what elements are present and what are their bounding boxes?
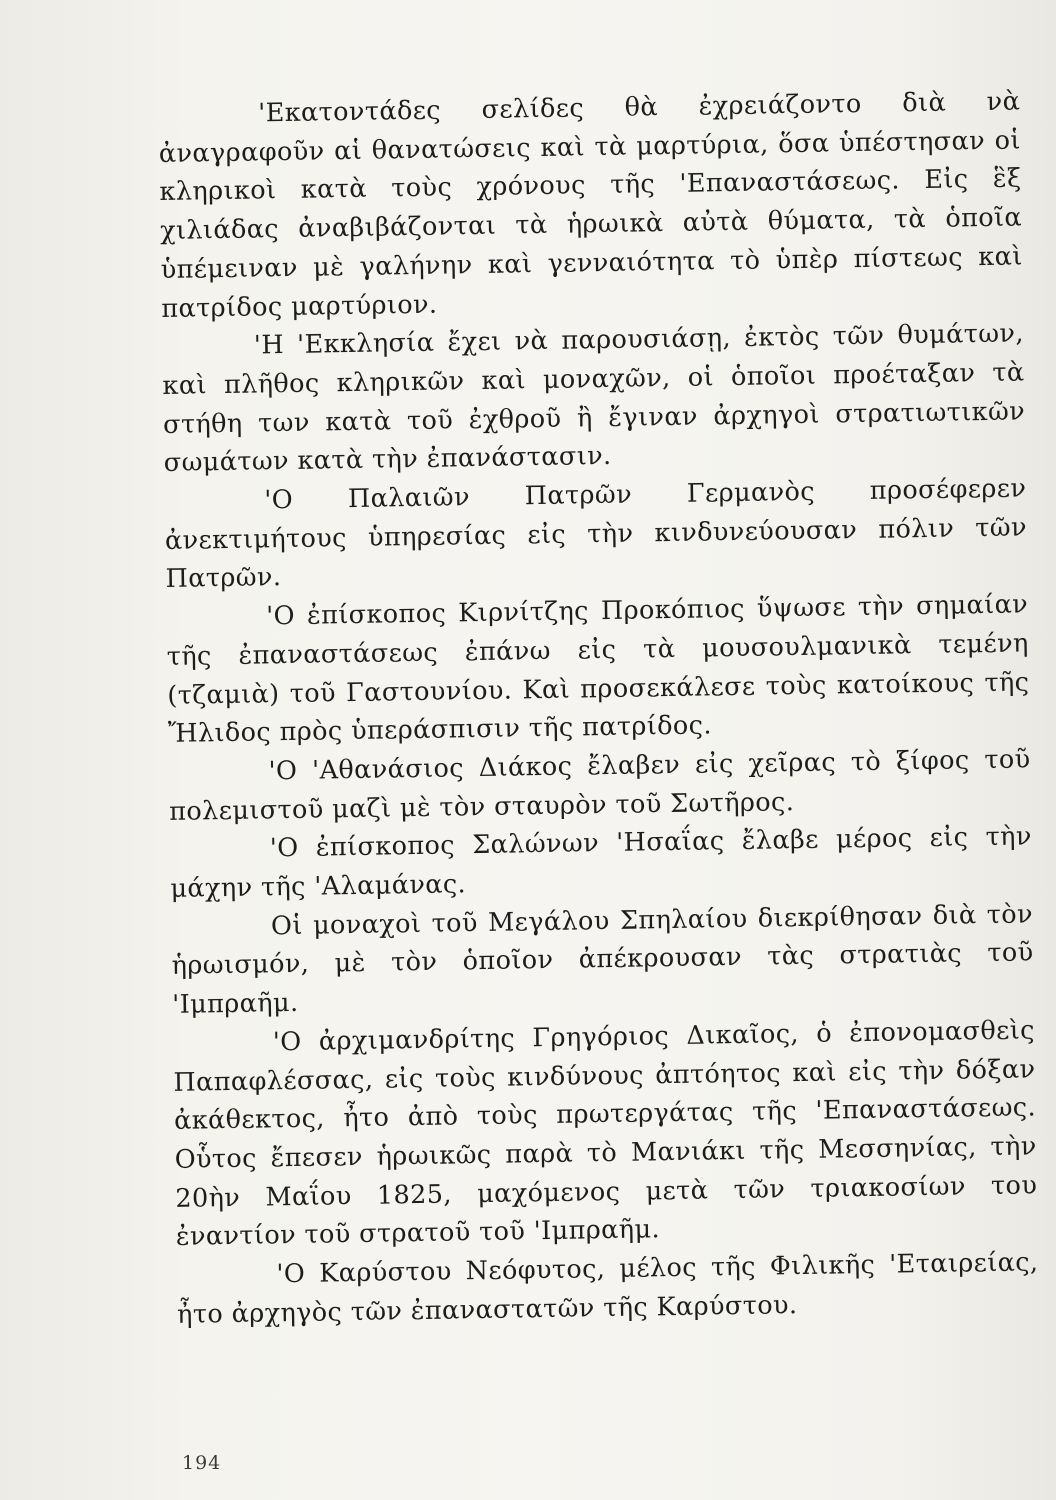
paragraph-2: 'Η 'Εκκλησία ἔχει νὰ παρουσιάσῃ, ἐκτὸς τῶν θυμάτων, καὶ πλῆθος κληρικῶν καὶ μοναχῶν, οἱ ὁποῖοι προέταξαν τὰ στήθη των κατὰ τοῦ ἐχθροῦ ἢ ἔγιναν ἀρχηγοὶ στρατιωτικῶν σωμάτων κατὰ τὴν ἐπανάστασιν.: [162, 318, 1026, 479]
paragraph-6: 'Ο ἐπίσκοπος Σαλώνων 'Ησαΐας ἔλαβε μέρος εἰς τὴν μάχην τῆς 'Αλαμάνας.: [170, 821, 1032, 904]
paragraph-1: 'Εκατοντάδες σελίδες θὰ ἐχρειάζοντο διὰ νὰ ἀναγραφοῦν αἱ θανατώσεις καὶ τὰ μαρτύρια, ὅσα ὑπέστησαν οἱ κληρικοὶ κατὰ τοὺς χρόνους τῆς 'Επαναστάσεως. Εἰς ἓξ χιλιάδας ἀναβιβάζονται τὰ ἡρωικὰ αὐτὰ θύματα, τὰ ὁποῖα ὑπέμειναν μὲ γαλήνην καὶ γενναιότητα τὸ ὑπὲρ πίστεως καὶ πατρίδος μαρτύριον.: [158, 86, 1023, 324]
paragraph-8: 'Ο ἀρχιμανδρίτης Γρηγόριος Δικαῖος, ὁ ἐπονομασθεὶς Παπαφλέσσας, εἰς τοὺς κινδύνους ἀπτόητος καὶ εἰς τὴν δόξαν ἀκάθεκτος, ἦτο ἀπὸ τοὺς πρωτεργάτας τῆς 'Επαναστάσεως. Οὗτος ἔπεσεν ἡρωικῶς παρὰ τὸ Μανιάκι τῆς Μεσσηνίας, τὴν 20ὴν Μαΐου 1825, μαχόμενος μετὰ τῶν τριακοσίων του ἐναντίον τοῦ στρατοῦ τοῦ 'Ιμπραῆμ.: [173, 1015, 1038, 1253]
body-text: [158, 82, 1039, 1334]
paragraph-3: 'Ο Παλαιῶν Πατρῶν Γερμανὸς προσέφερεν ἀνεκτιμήτους ὑπηρεσίας εἰς τὴν κινδυνεύουσαν πόλιν τῶν Πατρῶν.: [164, 473, 1028, 595]
paragraph-5: 'Ο 'Αθανάσιος Διάκος ἔλαβεν εἰς χεῖρας τὸ ξίφος τοῦ πολεμιστοῦ μαζὶ μὲ τὸν σταυρὸν τοῦ Σωτῆρος.: [169, 744, 1031, 827]
page-number: 194: [182, 1452, 222, 1474]
paragraph-9: 'Ο Καρύστου Νεόφυτος, μέλος τῆς Φιλικῆς 'Εταιρείας, ἦτο ἀρχηγὸς τῶν ἐπαναστατῶν τῆς Καρύστου.: [176, 1247, 1039, 1330]
paragraph-7: Οἱ μοναχοὶ τοῦ Μεγάλου Σπηλαίου διεκρίθησαν διὰ τὸν ἡρωισμόν, μὲ τὸν ὁποῖον ἀπέκρουσαν τὰς στρατιὰς τοῦ 'Ιμπραῆμ.: [171, 899, 1034, 1021]
paragraph-4: 'Ο ἐπίσκοπος Κιρνίτζης Προκόπιος ὕψωσε τὴν σημαίαν τῆς ἐπαναστάσεως ἐπάνω εἰς τὰ μουσουλμανικὰ τεμένη (τζαμιὰ) τοῦ Γαστουνίου. Καὶ προσεκάλεσε τοὺς κατοίκους τῆς Ἤλιδος πρὸς ὑπεράσπισιν τῆς πατρίδος.: [166, 589, 1030, 750]
